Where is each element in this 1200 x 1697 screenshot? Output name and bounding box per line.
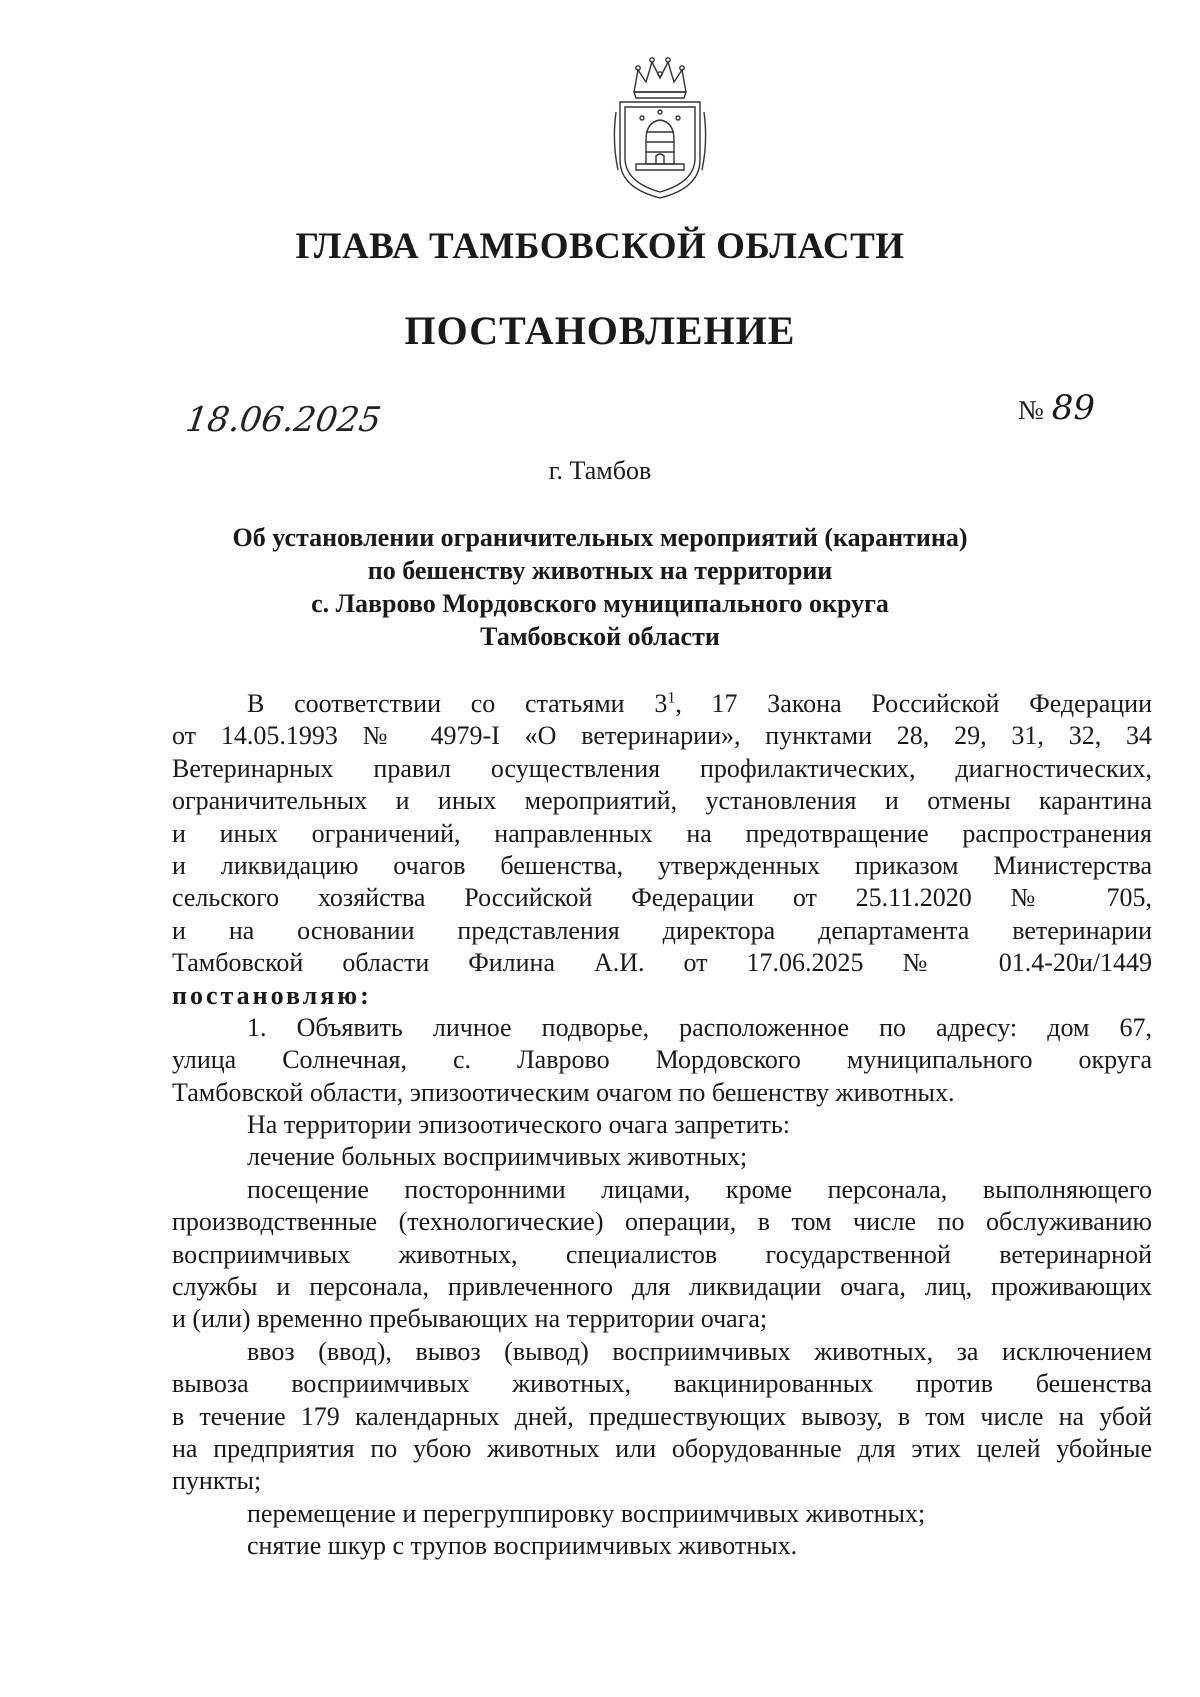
prohibition-item: лечение больных восприимчивых животных;	[247, 1142, 748, 1172]
prohibition-item: службы и персонала, привлеченного для ликвидации очага, лиц, проживающих	[172, 1272, 1152, 1302]
prohibition-item: в течение 179 календарных дней, предшествующих вывозу, в том числе на убой	[172, 1401, 1152, 1431]
preamble-line: сельского хозяйства Российской Федерации от 25.11.2020 № 705,	[172, 883, 1152, 913]
number-value: 89	[1051, 388, 1096, 428]
prohibitions-intro: На территории эпизоотического очага запретить:	[247, 1110, 790, 1140]
preamble-text: , 17 Закона Российской Федерации	[675, 689, 1152, 718]
preamble-line: Тамбовской области Филина А.И. от 17.06.2025 № 01.4-20и/1449	[172, 948, 1152, 978]
preamble-line: и на основании представления директора департамента ветеринарии	[172, 915, 1152, 945]
prohibition-item: пункты;	[172, 1466, 262, 1496]
article-superscript: 1	[667, 689, 676, 707]
prohibition-item: производственные (технологические) операции, в том числе по обслуживанию	[172, 1207, 1152, 1237]
prohibition-item: вывоза восприимчивых животных, вакцинированных против бешенства	[172, 1369, 1152, 1399]
issuing-authority: ГЛАВА ТАМБОВСКОЙ ОБЛАСТИ	[295, 226, 905, 267]
prohibition-item: посещение посторонними лицами, кроме персонала, выполняющего	[247, 1174, 1152, 1204]
issuing-city: г. Тамбов	[548, 456, 652, 485]
document-subject	[200, 521, 1000, 653]
decree-word: постановляю:	[172, 980, 372, 1010]
clause-1-line: 1. Объявить личное подворье, расположенное по адресу: дом 67,	[247, 1012, 1152, 1042]
document-date: 18.06.2025	[183, 400, 384, 440]
clause-1-line: Тамбовской области, эпизоотическим очагом по бешенству животных.	[172, 1077, 955, 1107]
prohibition-item: восприимчивых животных, специалистов государственной ветеринарной	[172, 1239, 1152, 1269]
preamble-line	[172, 688, 1152, 720]
document-type-title: ПОСТАНОВЛЕНИЕ	[404, 308, 796, 353]
preamble-line: Ветеринарных правил осуществления профилактических, диагностических,	[172, 753, 1152, 783]
prohibition-item: на предприятия по убою животных или оборудованные для этих целей убойные	[172, 1433, 1152, 1463]
preamble-line: от 14.05.1993 № 4979-I «О ветеринарии», пунктами 28, 29, 31, 32, 34	[172, 721, 1152, 751]
preamble-text: В соответствии со статьями 3	[247, 689, 668, 718]
prohibition-item: и (или) временно пребывающих на территории очага;	[172, 1304, 768, 1334]
subject-line: Тамбовской области	[480, 622, 720, 651]
prohibition-item: перемещение и перегруппировку восприимчивых животных;	[247, 1498, 926, 1528]
subject-line: по бешенству животных на территории	[367, 556, 833, 585]
document-body	[172, 688, 1152, 1563]
preamble-line: ограничительных и иных мероприятий, установления и отмены карантина	[172, 786, 1152, 816]
preamble-line: и ликвидацию очагов бешенства, утвержденных приказом Министерства	[172, 850, 1152, 880]
tambov-coat-of-arms-icon	[612, 52, 708, 202]
subject-line: с. Лаврово Мордовского муниципального округа	[311, 589, 889, 618]
subject-line: Об установлении ограничительных мероприятий (карантина)	[232, 523, 968, 552]
prohibition-item: ввоз (ввод), вывоз (вывод) восприимчивых животных, за исключением	[247, 1336, 1152, 1366]
prohibition-item: снятие шкур с трупов восприимчивых животных.	[247, 1531, 798, 1561]
clause-1-line: улица Солнечная, с. Лаврово Мордовского муниципального округа	[172, 1045, 1152, 1075]
document-number	[1018, 388, 1095, 428]
number-label: №	[1018, 395, 1044, 425]
preamble-line: и иных ограничений, направленных на предотвращение распространения	[172, 818, 1152, 848]
